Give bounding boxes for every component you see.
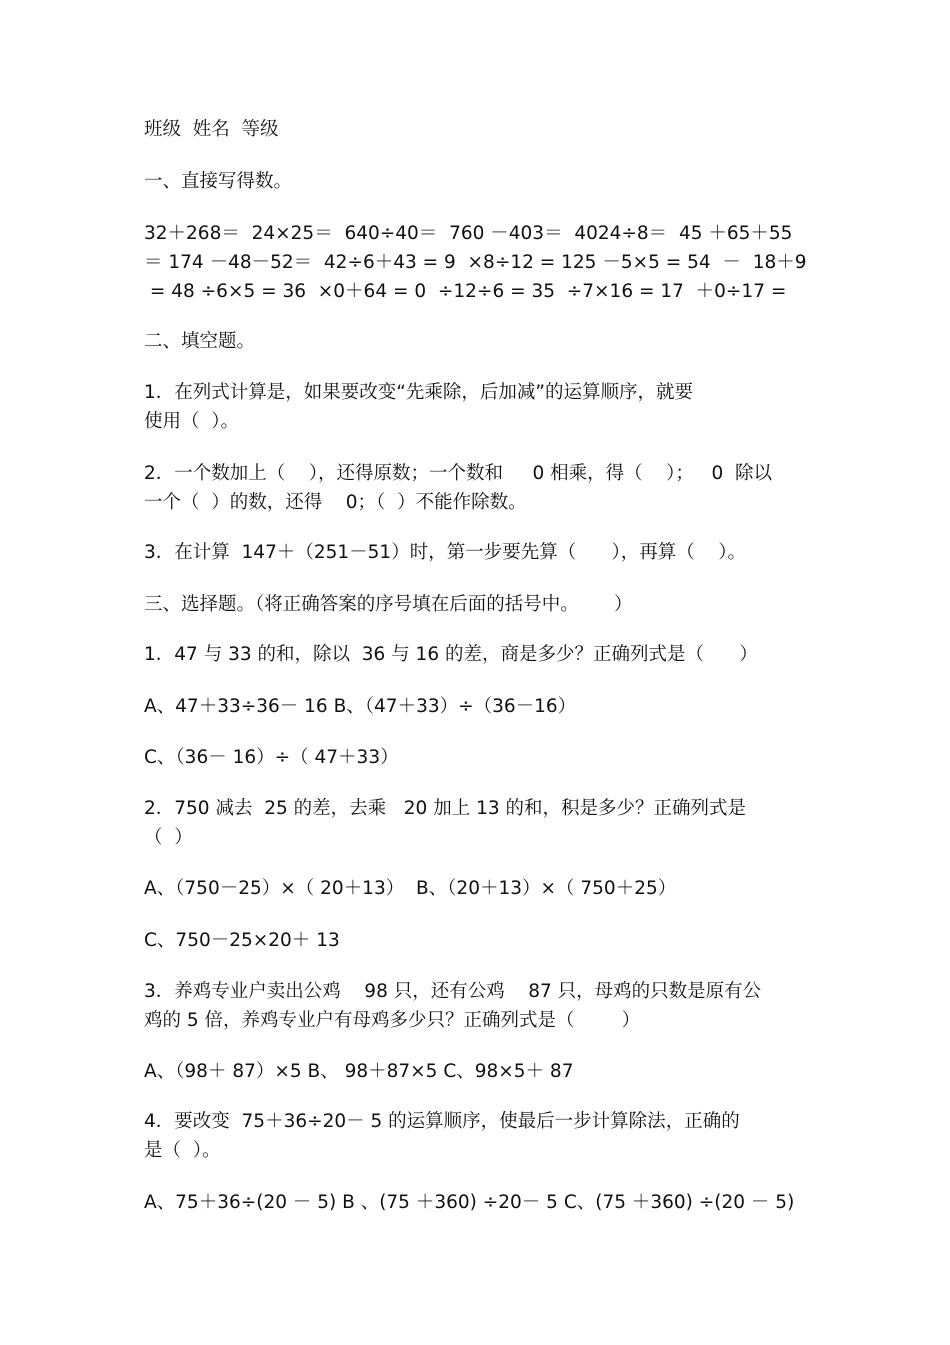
choice-question-1: 1．47 与 33 的和，除以 36 与 16 的差，商是多少？正确列式是（ ） — [144, 644, 758, 665]
choice-question-3-line-2: 鸡的 5 倍，养鸡专业户有母鸡多少只？正确列式是（ ） — [144, 1010, 641, 1031]
section-1-title: 一、直接写得数。 — [144, 171, 293, 192]
fill-question-1-line-1: 1．在列式计算是，如果要改变“先乘除，后加减”的运算顺序，就要 — [144, 382, 693, 403]
choice-question-2-line-1: 2．750 减去 25 的差，去乘 20 加上 13 的和，积是多少？正确列式是 — [144, 798, 747, 819]
choice-question-1-options-ab: A、47＋33÷36－ 16 B、（47＋33）÷（36－16） — [144, 696, 577, 717]
choice-question-4-options: A、75＋36÷(20 － 5) B 、(75 ＋360) ÷20－ 5 C、(75 ＋360) ÷(20 － 5) — [144, 1192, 795, 1213]
choice-question-3-line-1: 3．养鸡专业户卖出公鸡 98 只，还有公鸡 87 只，母鸡的只数是原有公 — [144, 981, 762, 1002]
calc-line-2: ＝ 174 －48－52＝ 42÷6＋43 = 9 ×8÷12 = 125 －5×5 = 54 － 18＋9 — [144, 252, 807, 273]
header-class-name-grade: 班级 姓名 等级 — [144, 119, 279, 140]
fill-question-1-line-2: 使用（ ）。 — [144, 411, 240, 432]
choice-question-3-options: A、（98＋ 87）×5 B、 98＋87×5 C、98×5＋ 87 — [144, 1061, 574, 1082]
section-2-title: 二、填空题。 — [144, 331, 256, 352]
choice-question-4-line-2: 是（ ）。 — [144, 1140, 221, 1161]
choice-question-4-line-1: 4．要改变 75＋36÷20－ 5 的运算顺序，使最后一步计算除法，正确的 — [144, 1111, 740, 1132]
choice-question-1-option-c: C、（36－ 16）÷（ 47＋33） — [144, 747, 399, 768]
choice-question-2-option-c: C、750－25×20＋ 13 — [144, 930, 340, 951]
fill-question-2-line-2: 一个（ ）的数，还得 0；（ ）不能作除数。 — [144, 492, 527, 513]
choice-question-2-line-2: （ ） — [144, 827, 193, 848]
calc-line-3: = 48 ÷6×5 = 36 ×0＋64 = 0 ÷12÷6 = 35 ÷7×16 = 17 ＋0÷17 = — [144, 281, 787, 302]
choice-question-2-options-ab: A、（750－25）×（ 20＋13） B、（20＋13）×（ 750＋25） — [144, 878, 677, 899]
calc-line-1: 32＋268＝ 24×25＝ 640÷40＝ 760 －403＝ 4024÷8＝ 45 ＋65＋55 — [144, 223, 793, 244]
section-3-title: 三、选择题。（将正确答案的序号填在后面的括号中。 ） — [144, 594, 633, 615]
fill-question-3: 3．在计算 147＋（251－51）时，第一步要先算（ ），再算（ ）。 — [144, 542, 747, 563]
fill-question-2-line-1: 2．一个数加上（ ），还得原数；一个数和 0 相乘，得（ ）； 0 除以 — [144, 463, 773, 484]
